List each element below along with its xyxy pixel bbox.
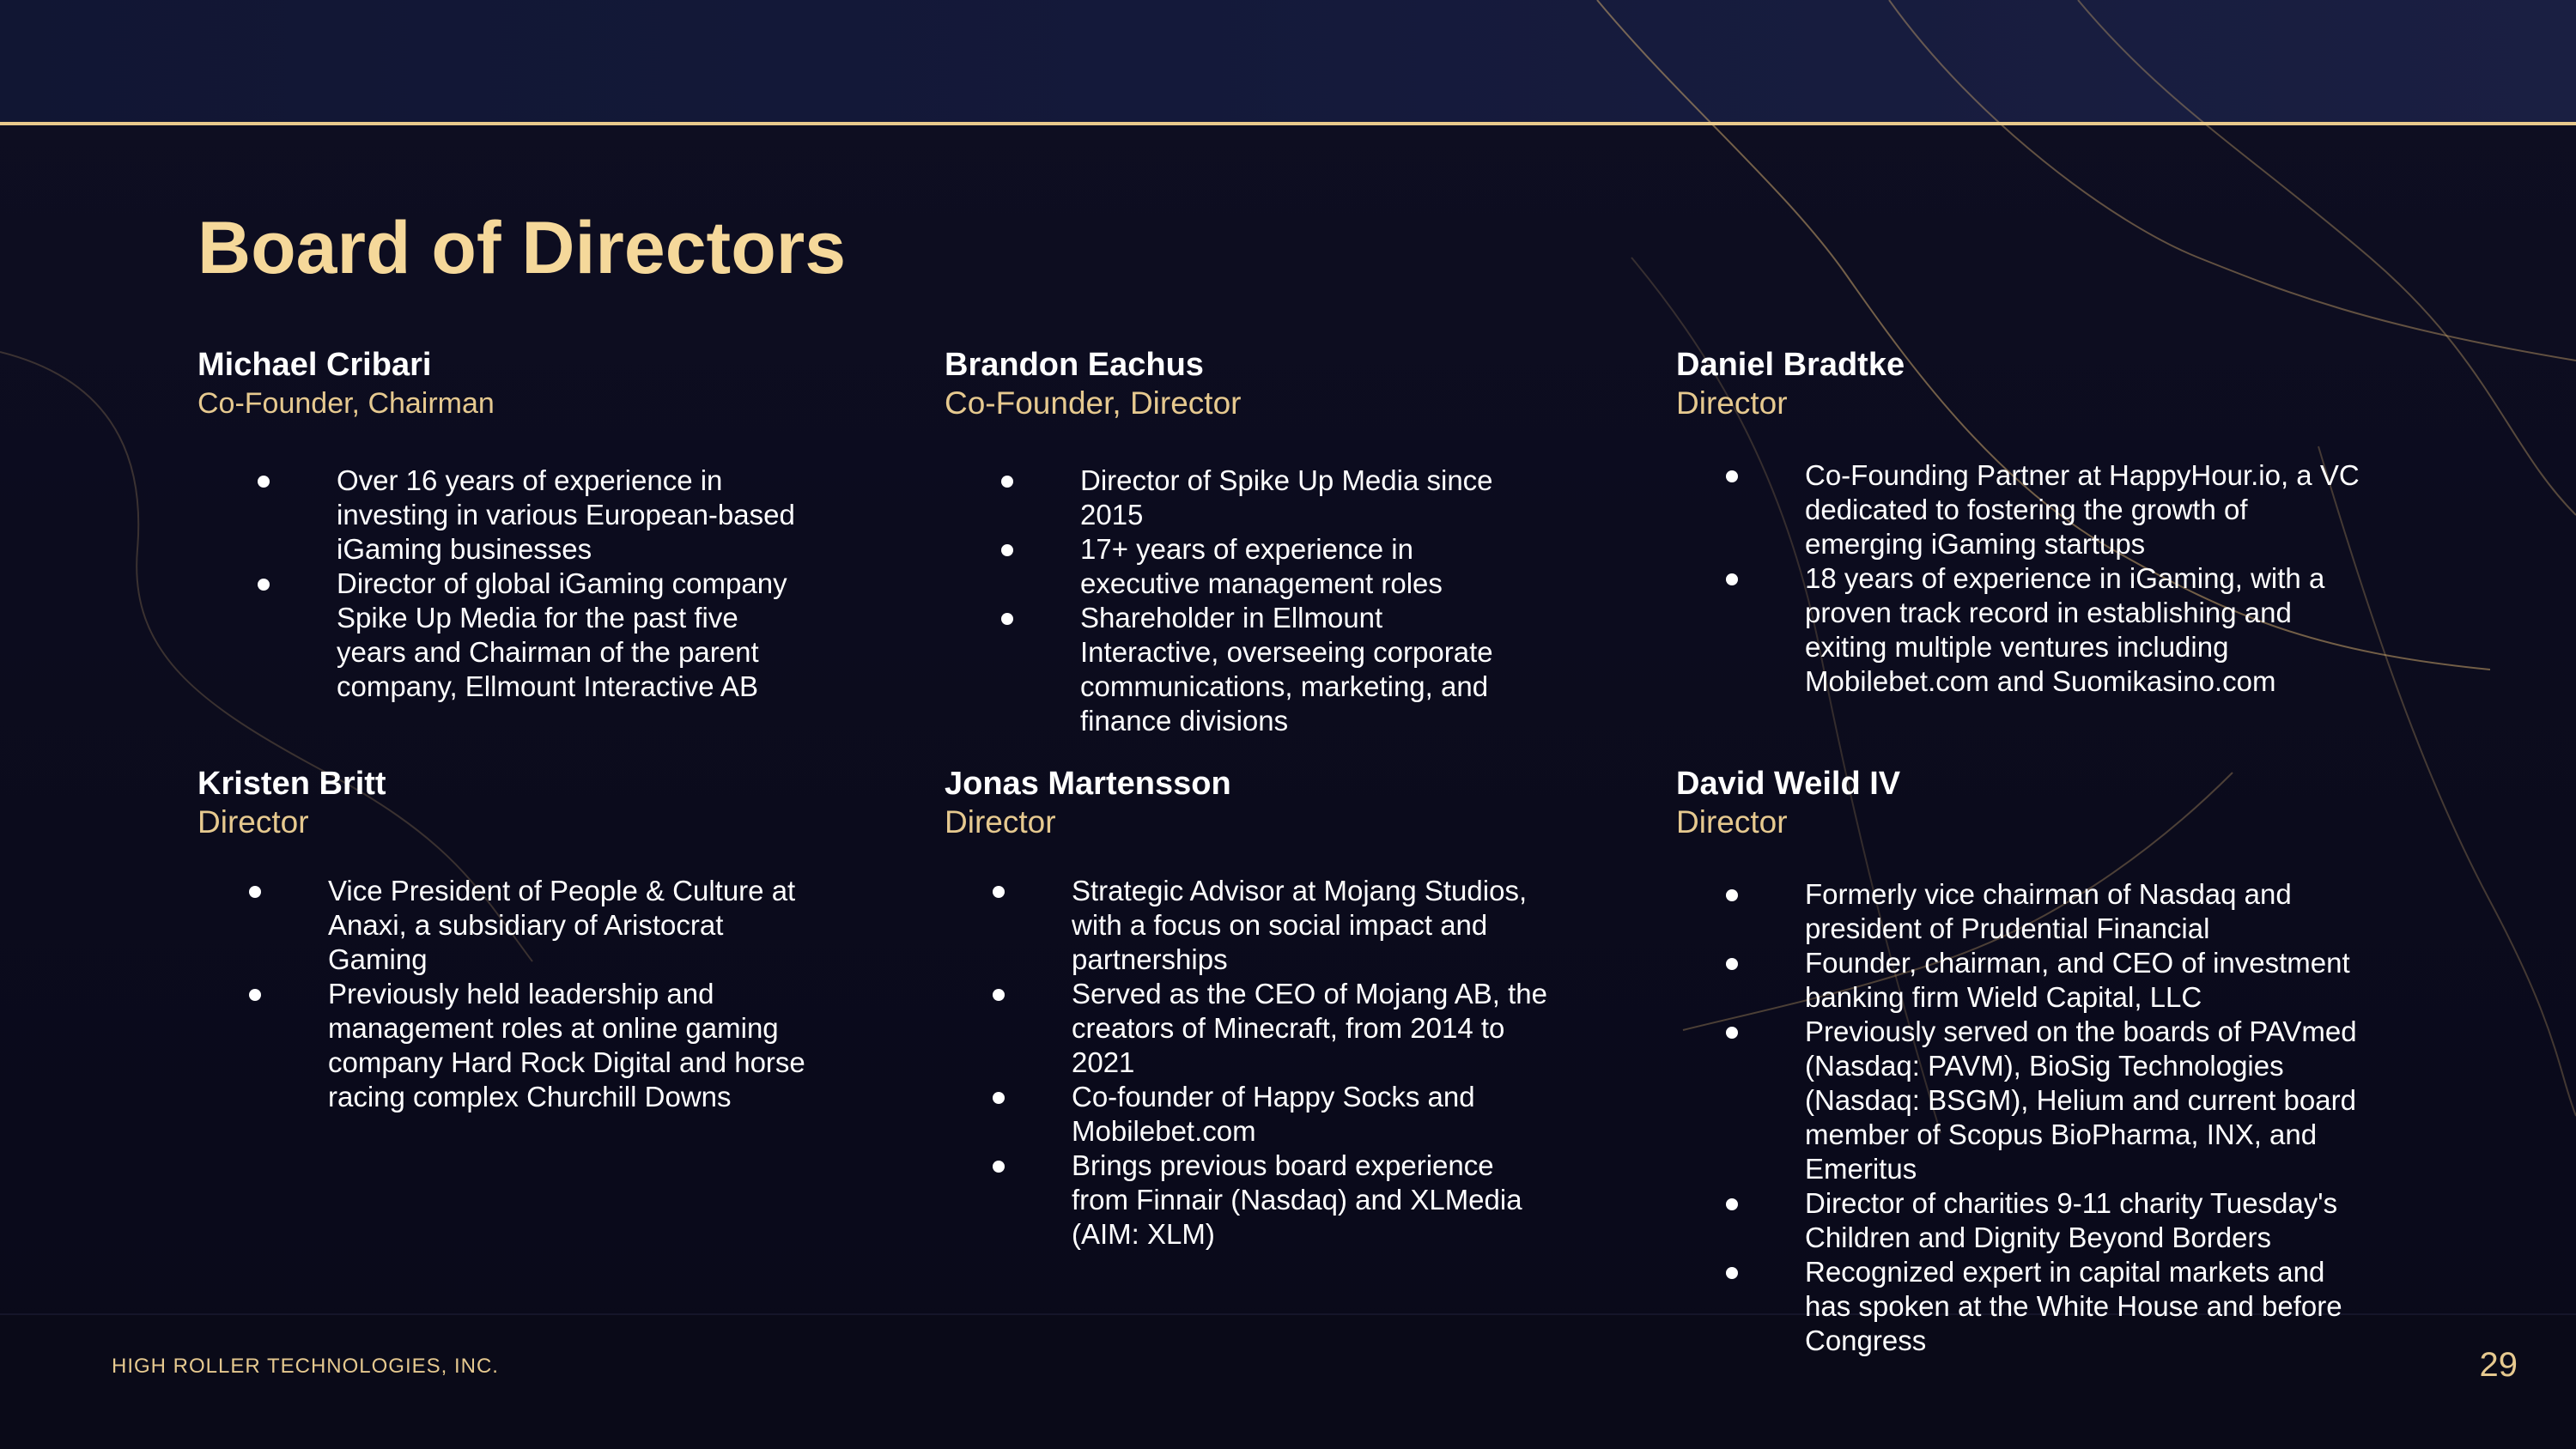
director-bullet-list bbox=[1072, 874, 1587, 1252]
director-card-kristen-britt bbox=[197, 764, 816, 1113]
director-name: Brandon Eachus bbox=[945, 347, 1204, 383]
bullet-dot-icon bbox=[1726, 1267, 1738, 1279]
director-name: Michael Cribari bbox=[197, 347, 432, 383]
bullet-item: 17+ years of experience in executive management roles bbox=[1080, 532, 1561, 601]
director-card-david-weild-iv bbox=[1676, 764, 2357, 1356]
bullet-item: Recognized expert in capital markets and has spoken at the White House and before Congress bbox=[1805, 1255, 2406, 1358]
bullet-item: Previously served on the boards of PAVmed (Nasdaq: PAVM), BioSig Technologies (Nasdaq: BSGM), Helium and current board member of Scopus BioPharma, INX, and Emeritus bbox=[1805, 1015, 2406, 1186]
bullet-dot-icon bbox=[1726, 573, 1738, 585]
bullet-dot-icon bbox=[1001, 613, 1013, 625]
director-bullet-list bbox=[1080, 464, 1561, 738]
bullet-dot-icon bbox=[1726, 889, 1738, 901]
director-bullet-list bbox=[328, 874, 843, 1114]
bullet-dot-icon bbox=[993, 1161, 1005, 1173]
director-bullet-list bbox=[1805, 877, 2406, 1358]
bullet-dot-icon bbox=[249, 886, 261, 898]
bullet-dot-icon bbox=[258, 476, 270, 488]
director-bullet-list bbox=[337, 464, 817, 704]
bullet-dot-icon bbox=[1726, 470, 1738, 482]
director-role: Director bbox=[197, 804, 309, 840]
bullet-item: 18 years of experience in iGaming, with a proven track record in establishing and exiting multiple ventures including Mobilebet.com and Suomikasino.com bbox=[1805, 561, 2406, 699]
bullet-dot-icon bbox=[1001, 544, 1013, 556]
director-name: Jonas Martensson bbox=[945, 766, 1231, 802]
bullet-item: Co-Founding Partner at HappyHour.io, a VC dedicated to fostering the growth of emerging iGaming startups bbox=[1805, 458, 2406, 561]
bullet-item: Served as the CEO of Mojang AB, the creators of Minecraft, from 2014 to 2021 bbox=[1072, 977, 1587, 1080]
bullet-item: Previously held leadership and management roles at online gaming company Hard Rock Digital and horse racing complex Churchill Downs bbox=[328, 977, 843, 1114]
director-role: Co-Founder, Chairman bbox=[197, 387, 495, 420]
bullet-dot-icon bbox=[993, 886, 1005, 898]
bullet-item: Shareholder in Ellmount Interactive, overseeing corporate communications, marketing, and finance divisions bbox=[1080, 601, 1561, 738]
bullet-item: Formerly vice chairman of Nasdaq and president of Prudential Financial bbox=[1805, 877, 2406, 946]
bullet-item: Brings previous board experience from Finnair (Nasdaq) and XLMedia (AIM: XLM) bbox=[1072, 1149, 1587, 1252]
bullet-dot-icon bbox=[993, 989, 1005, 1001]
director-card-brandon-eachus bbox=[945, 345, 1563, 737]
bullet-dot-icon bbox=[1726, 1027, 1738, 1039]
bullet-item: Strategic Advisor at Mojang Studios, with a focus on social impact and partnerships bbox=[1072, 874, 1587, 977]
bullet-dot-icon bbox=[1001, 476, 1013, 488]
director-card-jonas-martensson bbox=[945, 764, 1563, 1250]
director-role: Director bbox=[1676, 804, 1788, 840]
bullet-dot-icon bbox=[993, 1092, 1005, 1104]
director-card-daniel-bradtke bbox=[1676, 345, 2360, 697]
director-role: Director bbox=[945, 804, 1056, 840]
bullet-item: Over 16 years of experience in investing in various European-based iGaming businesses bbox=[337, 464, 817, 567]
director-role: Co-Founder, Director bbox=[945, 385, 1242, 421]
director-bullet-list bbox=[1805, 458, 2406, 699]
footer-company-name: HIGH ROLLER TECHNOLOGIES, INC. bbox=[112, 1355, 499, 1378]
bullet-item: Vice President of People & Culture at Anaxi, a subsidiary of Aristocrat Gaming bbox=[328, 874, 843, 977]
header-gold-rule bbox=[0, 122, 2576, 125]
bullet-item: Director of Spike Up Media since 2015 bbox=[1080, 464, 1561, 532]
director-role: Director bbox=[1676, 385, 1788, 421]
director-card-michael-cribari bbox=[197, 345, 816, 702]
bullet-dot-icon bbox=[249, 989, 261, 1001]
bullet-dot-icon bbox=[1726, 1198, 1738, 1210]
bullet-item: Director of charities 9-11 charity Tuesday's Children and Dignity Beyond Borders bbox=[1805, 1186, 2406, 1255]
page-number: 29 bbox=[2479, 1346, 2518, 1384]
bullet-item: Founder, chairman, and CEO of investment banking firm Wield Capital, LLC bbox=[1805, 946, 2406, 1015]
director-name: Kristen Britt bbox=[197, 766, 386, 802]
bullet-dot-icon bbox=[258, 579, 270, 591]
bullet-item: Director of global iGaming company Spike Up Media for the past five years and Chairman of the parent company, Ellmount Interactive AB bbox=[337, 567, 817, 704]
bullet-dot-icon bbox=[1726, 958, 1738, 970]
director-name: Daniel Bradtke bbox=[1676, 347, 1905, 383]
bullet-item: Co-founder of Happy Socks and Mobilebet.com bbox=[1072, 1080, 1587, 1149]
director-name: David Weild IV bbox=[1676, 766, 1901, 802]
page-title: Board of Directors bbox=[197, 207, 847, 289]
